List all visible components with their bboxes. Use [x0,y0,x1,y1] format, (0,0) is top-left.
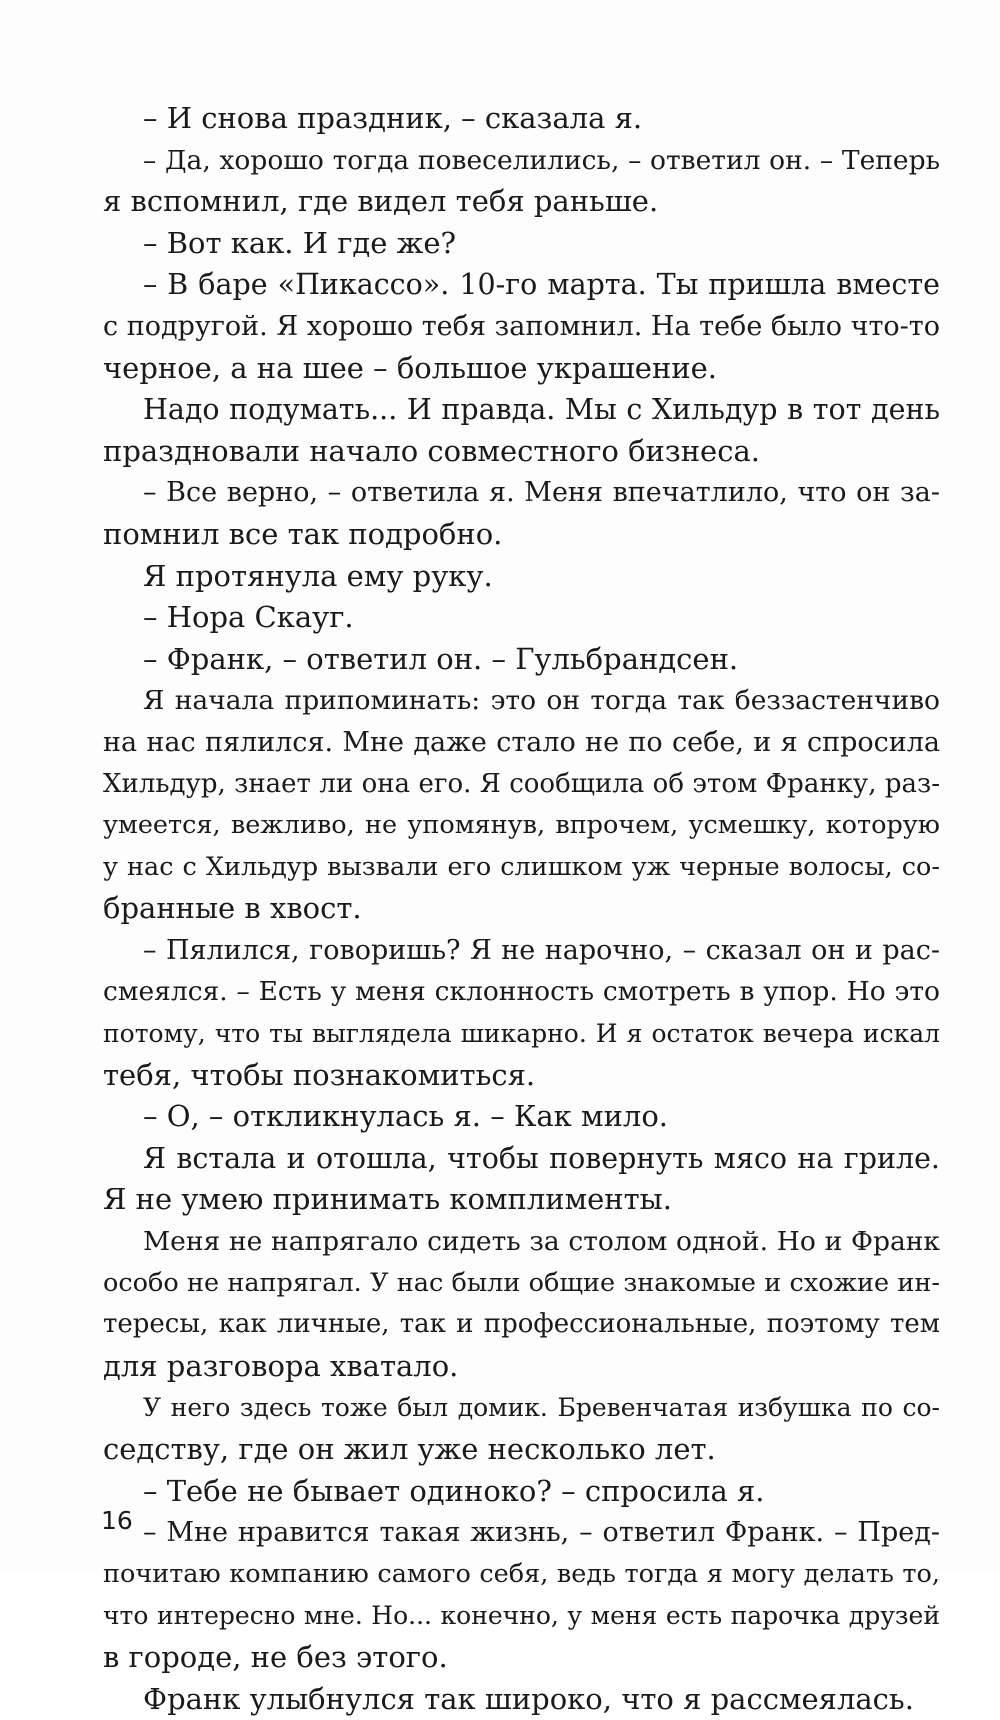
text-line: – Нора Скауг. [143,600,354,635]
text-line: Меня не напрягало сидеть за столом одной. Но и Франк [143,1226,940,1258]
text-line: потому, что ты выглядела шикарно. И я остаток вечера искал [103,1019,940,1049]
text-line: тебя, чтобы познакомиться. [103,1057,536,1092]
text-line: седству, где он жил уже несколько лет. [103,1432,716,1466]
text-line: я вспомнил, где видел тебя раньше. [103,184,659,219]
text-line: на нас пялился. Мне даже стало не по себе, и я спросила [103,726,940,758]
text-line: – О, – откликнулась я. – Как мило. [143,1099,669,1134]
body-text [103,98,940,1720]
text-line: Хильдур, знает ли она его. Я сообщила об этом Франку, раз- [103,768,940,799]
text-line: умеется, вежливо, не упомянув, впрочем, усмешку, которую [103,810,940,841]
text-line: – Все верно, – ответила я. Меня впечатлило, что он за- [143,477,940,509]
text-line: Надо подумать... И правда. Мы с Хильдур в тот день [143,393,940,427]
text-line: почитаю компанию самого себя, ведь тогда я могу делать то, [103,1558,940,1589]
text-line: – В баре «Пикассо». 10-го марта. Ты пришла вместе [143,268,940,302]
text-line: У него здесь тоже был домик. Бревенчатая избушка по со- [143,1393,940,1423]
page-number: 16 [101,1506,133,1535]
text-line: – Франк, – ответил он. – Гульбрандсен. [143,641,739,676]
text-line: Я протянула ему руку. [143,558,493,593]
text-line: в городе, не без этого. [103,1639,448,1674]
text-line: помнил все так подробно. [103,516,503,551]
text-line: Я встала и отошла, чтобы повернуть мясо на гриле. [143,1141,940,1175]
text-line: – Вот как. И где же? [143,225,457,260]
text-line: праздновали начало совместного бизнеса. [103,433,760,468]
text-line: смеялся. – Есть у меня склонность смотреть в упор. Но это [103,976,940,1008]
text-line: бранные в хвост. [103,891,362,926]
text-line: тересы, как личные, так и профессиональные, поэтому тем [103,1309,940,1340]
text-line: – И снова праздник, – сказала я. [143,101,643,135]
text-line: Я начала припоминать: это он тогда так беззастенчиво [143,685,940,717]
text-line: что интересно мне. Но... конечно, у меня есть парочка друзей [103,1601,940,1631]
text-line: – Мне нравится такая жизнь, – ответил Франк. – Пред- [143,1517,940,1549]
text-line: особо не напрягал. У нас были общие знакомые и схожие ин- [103,1267,940,1298]
text-line: Я не умею принимать комплименты. [103,1182,672,1217]
text-line: – Тебе не бывает одиноко? – спросила я. [143,1473,765,1508]
text-line: у нас с Хильдур вызвали его слишком уж черные волосы, со- [103,851,940,882]
text-line: черное, а на шее – большое украшение. [103,350,717,385]
text-line: – Да, хорошо тогда повеселились, – ответил он. – Теперь [143,144,940,176]
text-line: Франк улыбнулся так широко, что я рассмеялась. [143,1681,914,1716]
text-line: – Пялился, говоришь? Я не нарочно, – сказал он и рас- [143,934,940,966]
text-line: с подругой. Я хорошо тебя запомнил. На тебе было что-то [103,310,940,342]
text-line: для разговора хватало. [103,1348,459,1383]
